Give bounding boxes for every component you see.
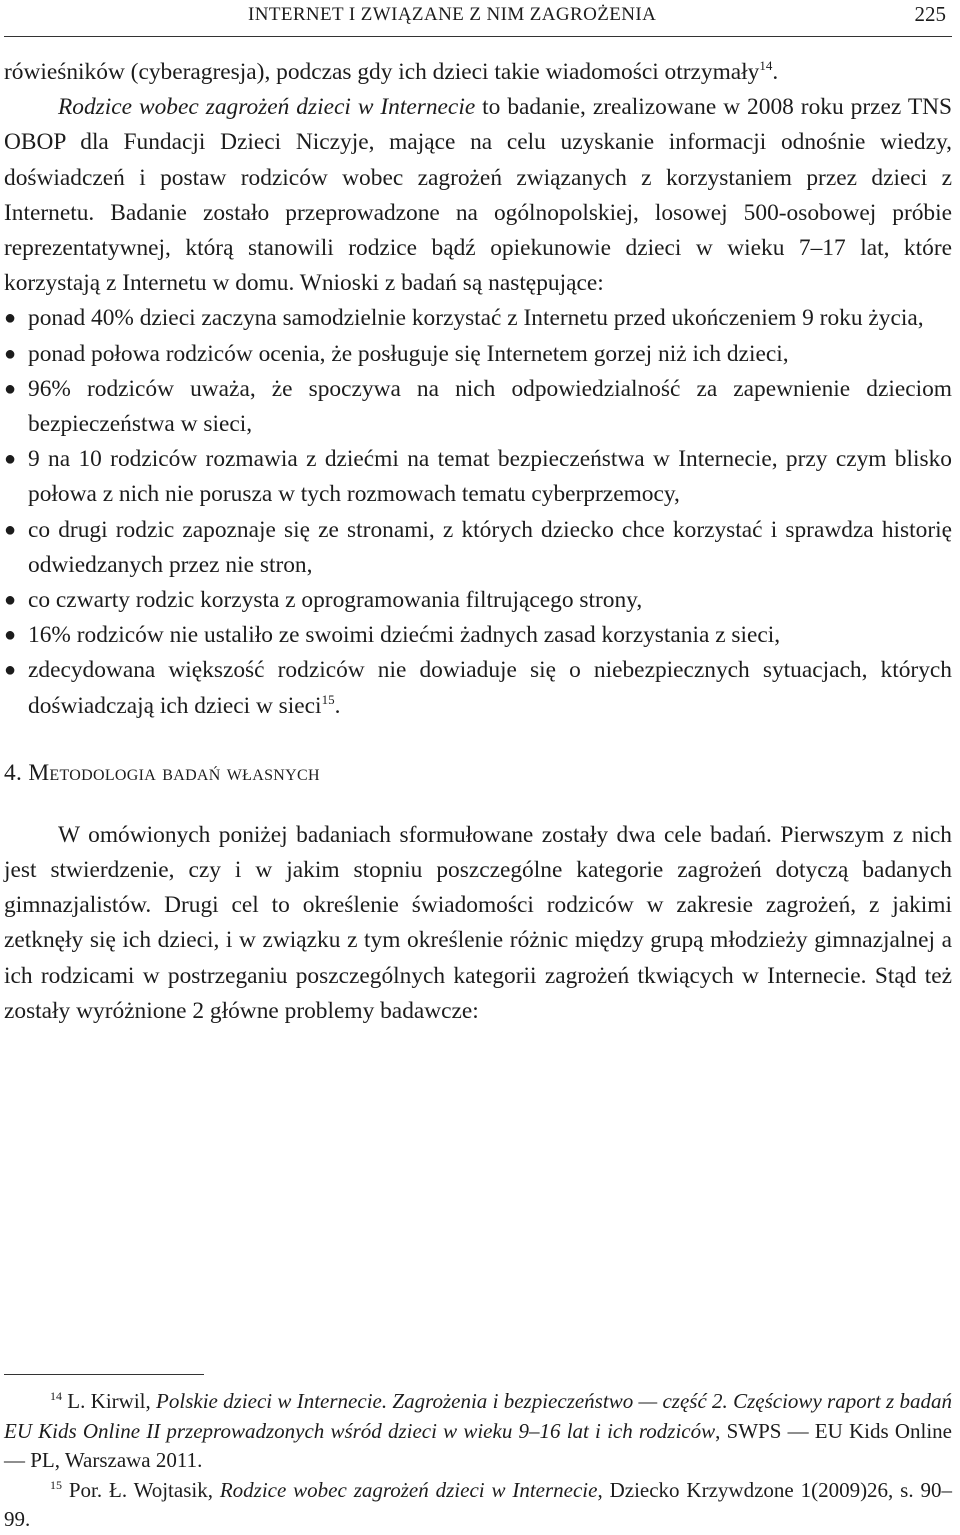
section-heading [4, 758, 952, 788]
footnote-ref-14[interactable]: 14 [759, 58, 773, 73]
footnote-15: $^{15}$ Por. Ł. Wojtasik, Rodzice wobec zagrożeń dzieci w Internecie, Dziecko Krzywdzone 1(2009)26, s. 90–99. [4, 1477, 952, 1531]
bullet-icon: ● [4, 589, 17, 612]
list-item: ● zdecydowana większość rodziców nie dowiaduje się o niebezpiecznych sytuacjach, których doświadczają ich dzieci w sieci$^{15}$. [4, 653, 952, 723]
running-head [4, 0, 952, 37]
paragraph-survey: Rodzice wobec zagrożeń dzieci w Internecie to badanie, zrealizowane w 2008 roku przez TNS OBOP dla Fundacji Dzieci Niczyje, mające na celu uzyskanie informacji odnośnie wiedzy, doświadczeń i postaw rodziców wobec zagrożeń związanych z korzystaniem przez dzieci z Internetu. Badanie zostało przeprowadzone na ogólnopolskiej, losowej 500-osobowej próbie reprezentatywnej, którą stanowili rodzice bądź opiekunowie dzieci w wieku 7–17 lat, które korzystają z Internetu w domu. Wnioski z badań są następujące: [4, 94, 953, 297]
running-title: INTERNET I ZWIĄZANE Z NIM ZAGROŻENIA [248, 4, 657, 25]
footnote-divider [4, 1374, 204, 1375]
bullet-icon: ● [4, 307, 17, 330]
section-title: Metodologia badań własnych [28, 759, 320, 786]
bullet-icon: ● [4, 448, 17, 471]
section-number: 4. [4, 759, 23, 786]
paragraph-continuation: rówieśników (cyberagresja), podczas gdy ich dzieci takie wiadomości otrzymały$^{14}$. [4, 58, 779, 85]
page-number: 225 [914, 2, 946, 26]
list-item: ● 9 na 10 rodziców rozmawia z dziećmi na temat bezpieczeństwa w Internecie, przy czym blisko połowa z nich nie porusza w tych rozmowach tematu cyberprzemocy, [4, 442, 952, 512]
findings-list [4, 301, 952, 723]
list-item: ● co czwarty rodzic korzysta z oprogramowania filtrującego strony, [4, 583, 952, 618]
list-item: ● 16% rodziców nie ustaliło ze swoimi dziećmi żadnych zasad korzystania z sieci, [4, 618, 952, 653]
bullet-icon: ● [4, 377, 17, 400]
list-item: ● ponad połowa rodziców ocenia, że posługuje się Internetem gorzej niż ich dzieci, [4, 337, 952, 372]
footnote-14: $^{14}$ L. Kirwil, Polskie dzieci w Internecie. Zagrożenia i bezpieczeństwo — część 2. Częściowy raport z badań EU Kids Online II przeprowadzonych wśród dzieci w wieku 9–16 lat i ich rodziców, SWPS — EU Kids Online — PL, Warszawa 2011. [4, 1389, 952, 1472]
survey-title: Rodzice wobec zagrożeń dzieci w Internecie [58, 94, 476, 121]
bullet-icon: ● [4, 624, 17, 647]
bullet-icon: ● [4, 518, 17, 541]
bullet-icon: ● [4, 659, 17, 682]
list-item: ● 96% rodziców uważa, że spoczywa na nich odpowiedzialność za zapewnienie dzieciom bezpieczeństwa w sieci, [4, 372, 952, 442]
list-item: ● ponad 40% dzieci zaczyna samodzielnie korzystać z Internetu przed ukończeniem 9 roku życia, [4, 301, 952, 336]
bullet-icon: ● [4, 342, 17, 365]
paragraph-methodology: W omówionych poniżej badaniach sformułowane zostały dwa cele badań. Pierwszym z nich jest stwierdzenie, czy i w jakim stopniu poszczególne kategorie zagrożeń dotyczą badanych gimnazjalistów. Drugi cel to określenie świadomości rodziców w zakresie zagrożeń, z jakimi zetknęły się ich dzieci, i w związku z tym określenie różnic między grupą młodzieży gimnazjalnej a ich rodzicami w postrzeganiu poszczególnych kategorii zagrożeń tkwiących w Internecie. Stąd też zostały wyróżnione 2 główne problemy badawcze: [4, 821, 952, 1024]
body-text [4, 55, 952, 1029]
footnotes [4, 1374, 952, 1535]
list-item: ● co drugi rodzic zapoznaje się ze stronami, z których dziecko chce korzystać i sprawdza historię odwiedzanych przez nie stron, [4, 513, 952, 583]
footnote-ref-15[interactable]: 15 [321, 691, 335, 707]
